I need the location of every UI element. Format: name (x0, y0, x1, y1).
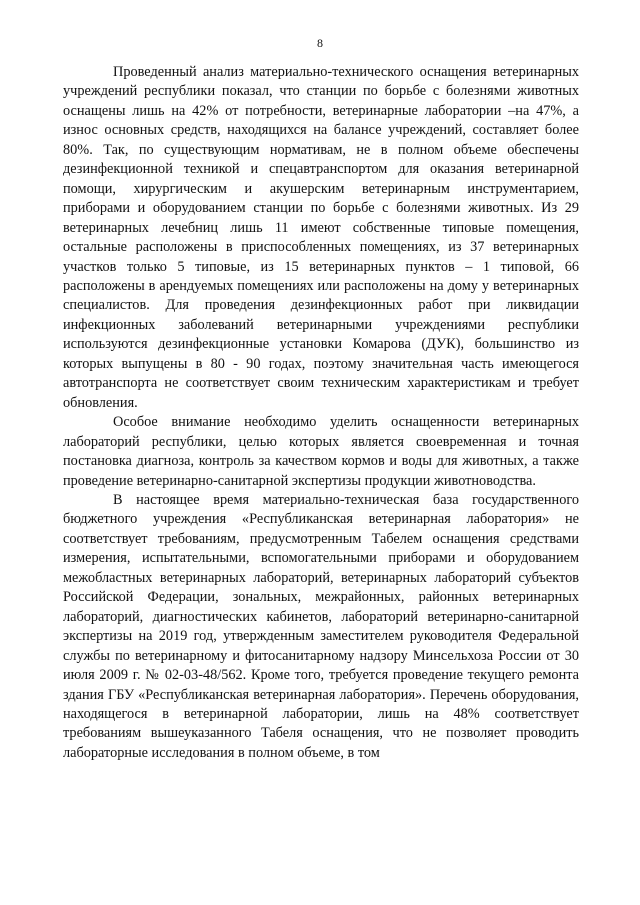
page-number: 8 (317, 36, 323, 50)
paragraph-laboratory-attention: Особое внимание необходимо уделить оснащенности ветеринарных лабораторий республики, целью которых является своевременная и точная постановка диагноза, контроль за качеством кормов и воды для животных, а также проведение ветеринарно-санитарной экспертизы продукции животноводства. (63, 414, 579, 489)
paragraph-equipment-analysis: Проведенный анализ материально-технического оснащения ветеринарных учреждений республики показал, что станции по борьбе с болезнями животных оснащены лишь на 42% от потребности, ветеринарные лаборатории –на 47%, а износ основных средств, находящихся на балансе учреждений, составляет более 80%. Так, по существующим нормативам, не в полном объеме обеспечены дезинфекционной техникой и спецавтранспортом для оказания ветеринарной помощи, хирургическим и акушерским ветеринарным инструментарием, приборами и оборудованием станции по борьбе с болезнями животных. Из 29 ветеринарных лечебниц лишь 11 имеют собственные типовые помещения, остальные расположены в приспособленных помещениях, из 37 ветеринарных участков только 5 типовые, из 15 ветеринарных пунктов – 1 типовой, 66 расположены в арендуемых помещениях или расположены на дому у ветеринарных специалистов. Для проведения дезинфекционных работ при ликвидации инфекционных заболеваний ветеринарными учреждениями республики используются дезинфекционные установки Комарова (ДУК), большинство из которых выпущены в 80 - 90 годах, поэтому значительная часть имеющегося автотранспорта не соответствует своим техническим характеристикам и требует обновления. (63, 64, 579, 411)
paragraph-laboratory-base: В настоящее время материально-техническая база государственного бюджетного учреждения «Республиканская ветеринарная лаборатория» не соответствует требованиям, предусмотренным Табелем оснащения средствами измерения, испытательными, вспомогательными приборами и оборудованием межобластных ветеринарных лабораторий, ветеринарных лабораторий субъектов Российской Федерации, зональных, межрайонных, районных ветеринарных лабораторий, диагностических кабинетов, лабораторий ветеринарно-санитарной экспертизы на 2019 год, утвержденным заместителем руководителя Федеральной службы по ветеринарному и фитосанитарному надзору Минсельхоза России от 30 июля 2009 г. № 02-03-48/562. Кроме того, требуется проведение текущего ремонта здания ГБУ «Республиканская ветеринарная лаборатория». Перечень оборудования, находящегося в ветеринарной лаборатории, лишь на 48% соответствует требованиям вышеуказанного Табеля оснащения, что не позволяет проводить лабораторные исследования в полном объеме, в том (63, 491, 579, 761)
document-body (63, 63, 579, 763)
